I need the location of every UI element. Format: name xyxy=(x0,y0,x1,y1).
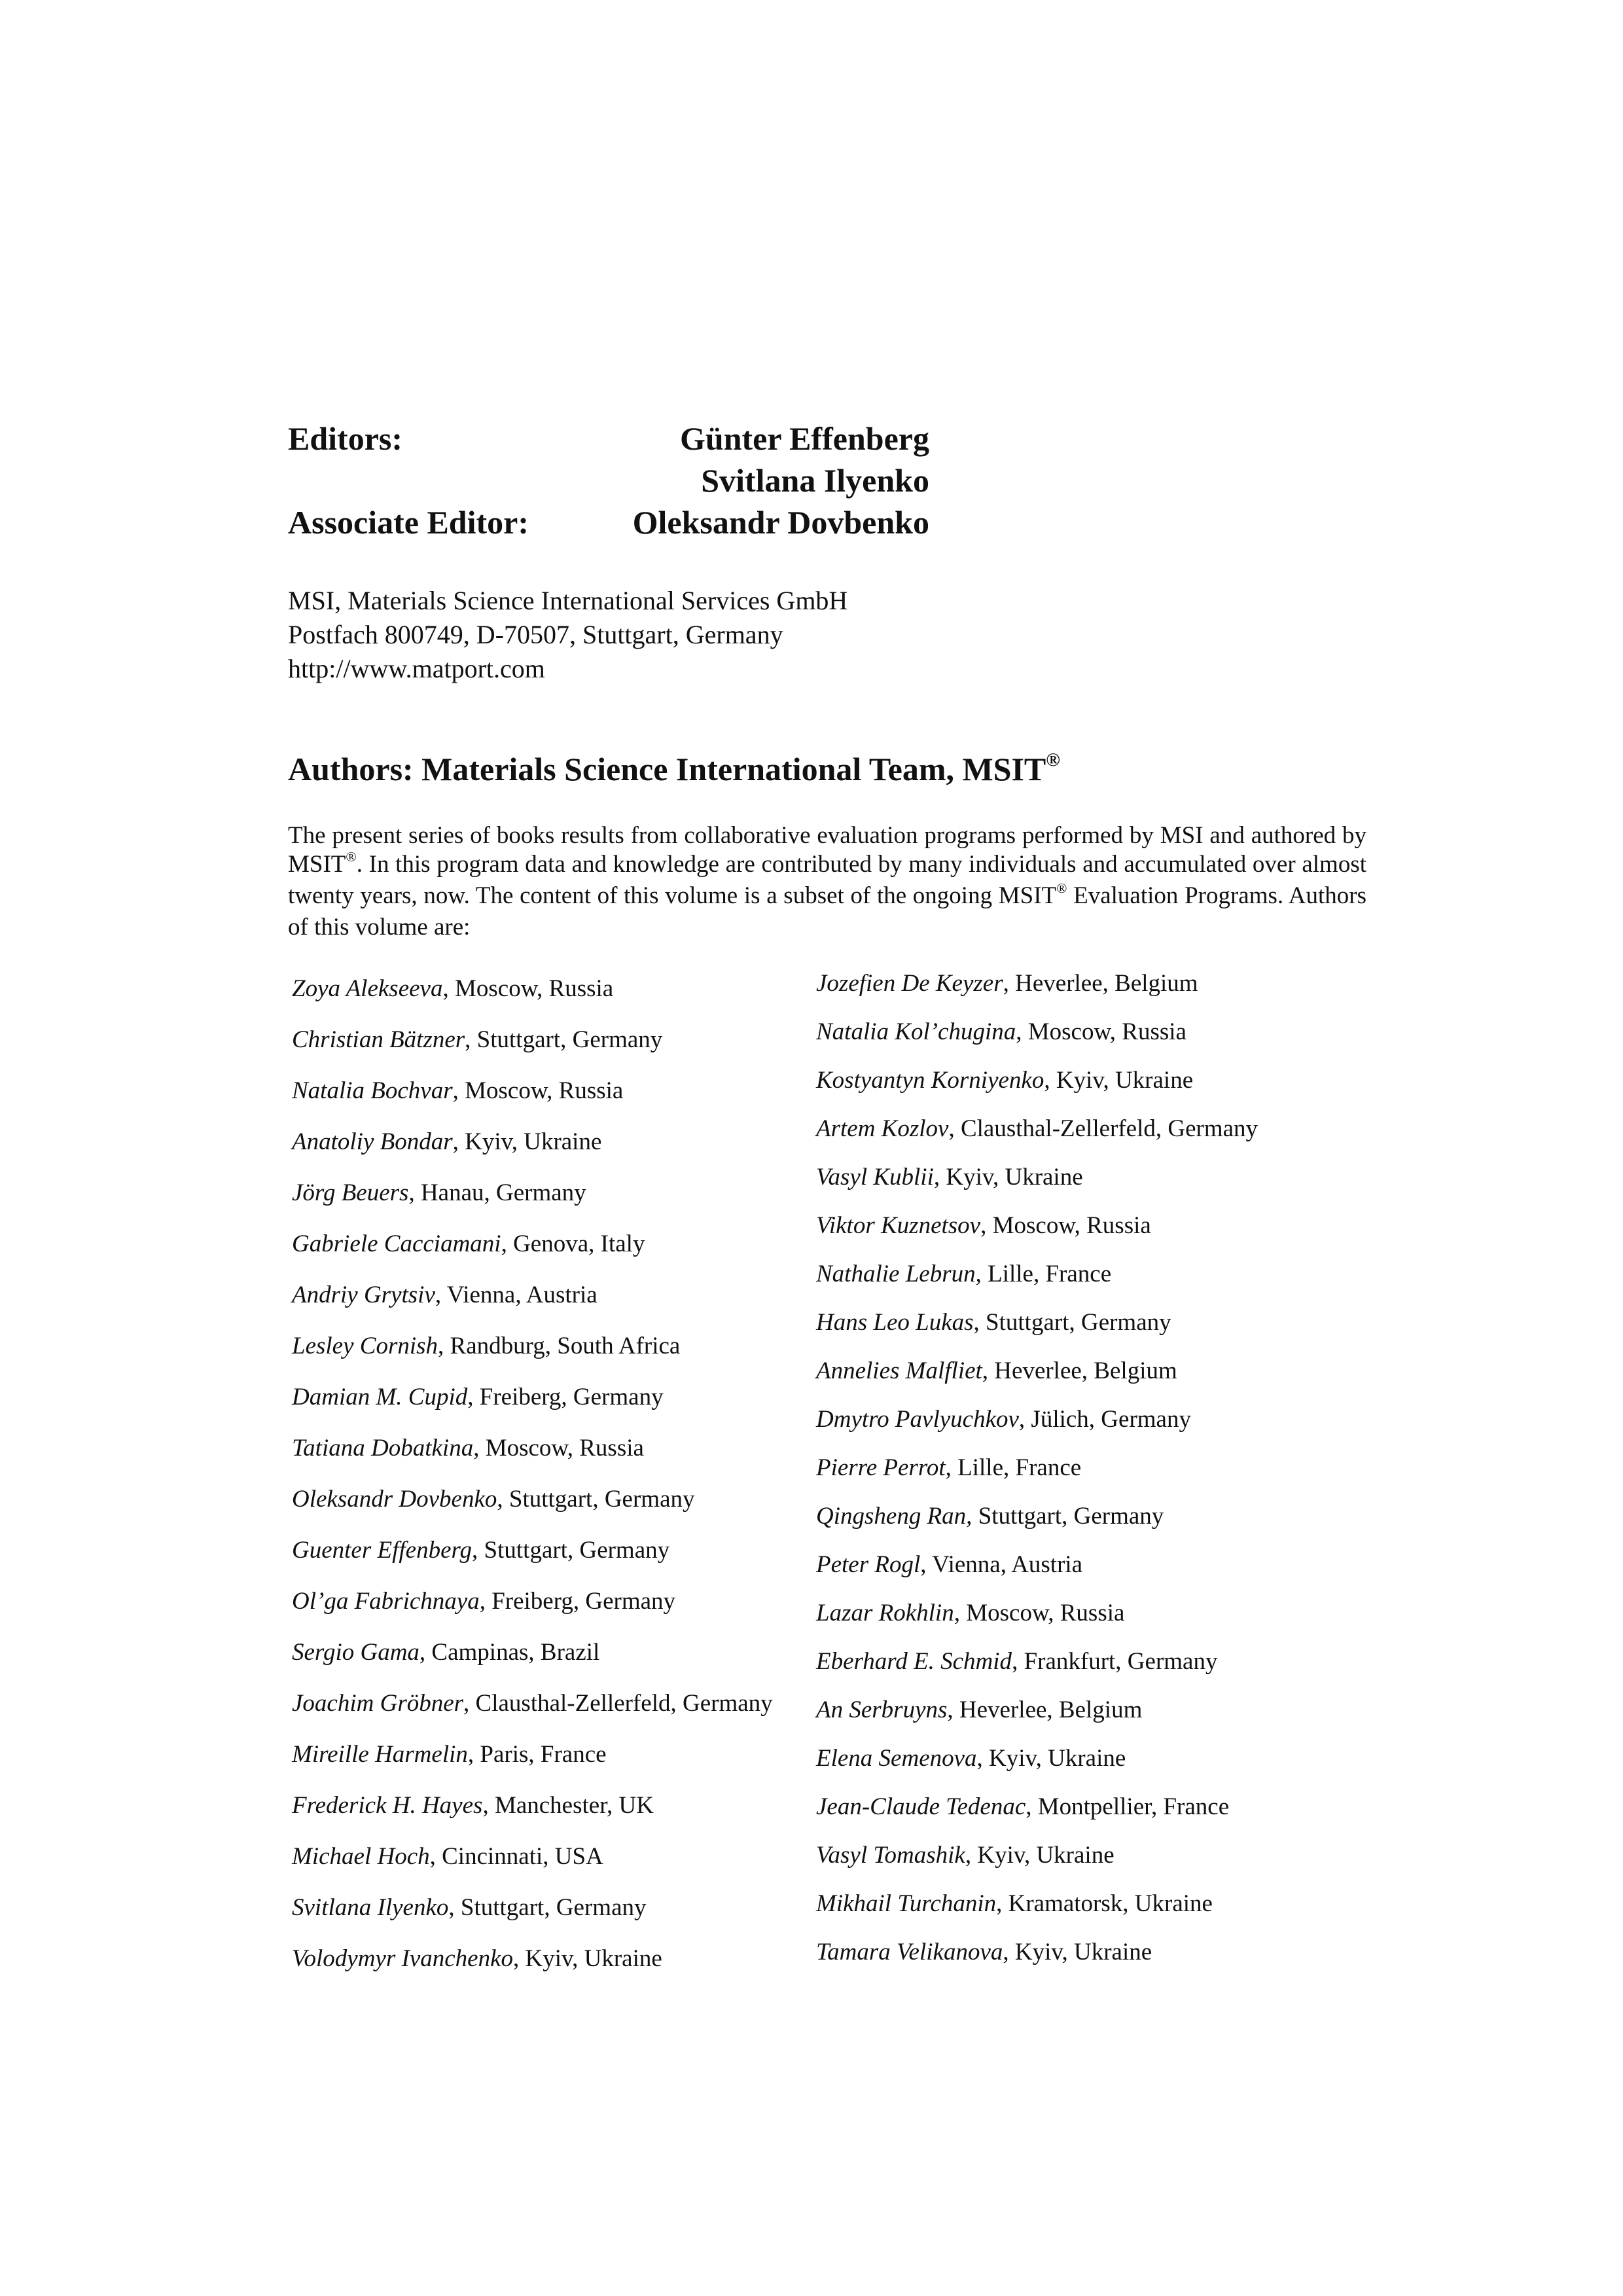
authors-heading xyxy=(288,749,1060,794)
author-entry xyxy=(292,1933,773,1984)
author-location: , Vienna, Austria xyxy=(435,1282,597,1308)
author-name: Natalia Kol’chugina xyxy=(816,1018,1016,1045)
registered-mark: ® xyxy=(346,848,357,865)
author-name: Qingsheng Ran, xyxy=(816,1503,972,1530)
author-entry xyxy=(292,1014,773,1066)
address-line: MSI, Materials Science International Services GmbH xyxy=(288,586,848,615)
author-location: , Lille, France xyxy=(945,1454,1082,1481)
author-entry xyxy=(816,1686,1258,1734)
author-location: , Lille, France xyxy=(975,1261,1112,1287)
authors-list-right xyxy=(816,960,1258,1977)
website-url: http://www.matport.com xyxy=(288,654,545,683)
author-name: Peter Rogl xyxy=(816,1551,921,1578)
author-entry xyxy=(292,1168,773,1219)
author-name: Damian M. Cupid xyxy=(292,1384,468,1410)
author-entry xyxy=(292,1627,773,1678)
author-entry xyxy=(816,1492,1258,1541)
registered-mark: ® xyxy=(1046,749,1060,771)
author-location: , Manchester, UK xyxy=(482,1792,654,1819)
intro-text: . In this program data and knowledge are contributed by many individuals and accumulated over almost twenty years, now. The content of this volume is a subset of the ongoing MSIT xyxy=(288,851,1366,909)
author-entry xyxy=(816,1928,1258,1977)
author-entry xyxy=(816,1153,1258,1202)
author-entry xyxy=(816,1056,1258,1105)
author-name: Guenter Effenberg xyxy=(292,1537,473,1564)
editor-name: Svitlana Ilyenko xyxy=(701,462,929,499)
author-location: , Campinas, Brazil xyxy=(419,1639,600,1666)
author-location: , Hanau, Germany xyxy=(408,1179,586,1206)
author-entry xyxy=(292,1474,773,1525)
author-location: , Stuttgart, Germany xyxy=(448,1894,647,1921)
author-entry xyxy=(816,1783,1258,1831)
author-entry xyxy=(816,1395,1258,1444)
editor-name: Günter Effenberg xyxy=(680,420,929,457)
author-name: Lazar Rokhlin xyxy=(816,1600,954,1626)
author-entry xyxy=(292,1219,773,1270)
author-entry xyxy=(292,1780,773,1831)
author-location: , Stuttgart, Germany xyxy=(497,1486,695,1513)
author-location: , Frankfurt, Germany xyxy=(1012,1648,1218,1675)
author-location: , Kyiv, Ukraine xyxy=(976,1745,1126,1772)
author-location: , Kyiv, Ukraine xyxy=(1044,1067,1194,1094)
author-location: , Kyiv, Ukraine xyxy=(452,1128,602,1155)
author-location: , Kyiv, Ukraine xyxy=(965,1842,1115,1869)
associate-editor-label: Associate Editor: xyxy=(288,504,529,541)
author-location: , Cincinnati, USA xyxy=(429,1843,603,1870)
author-entry xyxy=(292,963,773,1014)
author-name: Lesley Cornish xyxy=(292,1333,438,1359)
author-entry xyxy=(292,1525,773,1576)
author-location: , Clausthal-Zellerfeld, Germany xyxy=(463,1690,773,1717)
authors-list-left xyxy=(292,963,773,1984)
author-name: Eberhard E. Schmid xyxy=(816,1648,1012,1675)
author-name: Christian Bätzner xyxy=(292,1026,465,1053)
associate-editor-name: Oleksandr Dovbenko xyxy=(632,504,929,541)
author-name: Mireille Harmelin xyxy=(292,1741,468,1768)
author-entry xyxy=(816,1202,1258,1250)
author-location: , Paris, France xyxy=(467,1741,607,1768)
author-entry xyxy=(292,1270,773,1321)
author-location: , Clausthal-Zellerfeld, Germany xyxy=(948,1115,1258,1142)
author-location: , Moscow, Russia xyxy=(442,975,614,1002)
author-entry xyxy=(816,1105,1258,1153)
author-name: An Serbruyns xyxy=(816,1696,948,1723)
author-entry xyxy=(292,1678,773,1729)
author-name: Tatiana Dobatkina xyxy=(292,1435,474,1462)
author-entry xyxy=(816,1541,1258,1589)
author-entry xyxy=(816,1444,1258,1492)
author-name: Elena Semenova xyxy=(816,1745,977,1772)
author-location: , Moscow, Russia xyxy=(473,1435,644,1462)
author-name: Anatoliy Bondar xyxy=(292,1128,453,1155)
author-entry xyxy=(292,1117,773,1168)
author-entry xyxy=(292,1729,773,1780)
author-location: , Freiberg, Germany xyxy=(467,1384,664,1410)
author-entry xyxy=(816,1880,1258,1928)
author-entry xyxy=(292,1423,773,1474)
author-location: , Moscow, Russia xyxy=(452,1077,624,1104)
author-entry xyxy=(292,1066,773,1117)
author-entry xyxy=(816,1638,1258,1686)
author-name: Ol’ga Fabrichnaya xyxy=(292,1588,480,1615)
author-name: Vasyl Kublii xyxy=(816,1164,934,1191)
author-location: , Moscow, Russia xyxy=(954,1600,1125,1626)
author-entry xyxy=(816,1734,1258,1783)
author-name: Zoya Alekseeva xyxy=(292,975,443,1002)
author-name: Nathalie Lebrun xyxy=(816,1261,976,1287)
author-entry xyxy=(816,1589,1258,1638)
author-location: , Kyiv, Ukraine xyxy=(513,1945,662,1972)
author-location: , Moscow, Russia xyxy=(980,1212,1151,1239)
author-entry xyxy=(816,1299,1258,1347)
author-name: Mikhail Turchanin xyxy=(816,1890,997,1917)
author-location: , Vienna, Austria xyxy=(920,1551,1083,1578)
author-name: Vasyl Tomashik xyxy=(816,1842,965,1869)
author-name: Jean-Claude Tedenac xyxy=(816,1793,1026,1820)
editors-label: Editors: xyxy=(288,420,402,457)
author-name: Tamara Velikanova xyxy=(816,1939,1003,1965)
author-name: Volodymyr Ivanchenko xyxy=(292,1945,514,1972)
author-entry xyxy=(816,960,1258,1008)
author-entry xyxy=(816,1008,1258,1056)
author-location: , Randburg, South Africa xyxy=(438,1333,681,1359)
author-name: Dmytro Pavlyuchkov xyxy=(816,1406,1019,1433)
author-name: Frederick H. Hayes xyxy=(292,1792,483,1819)
author-location: , Heverlee, Belgium xyxy=(947,1696,1143,1723)
author-name: Joachim Gröbner xyxy=(292,1690,464,1717)
registered-mark: ® xyxy=(1056,880,1067,896)
author-name: Viktor Kuznetsov xyxy=(816,1212,981,1239)
author-location: , Kyiv, Ukraine xyxy=(933,1164,1083,1191)
author-name: Kostyantyn Korniyenko xyxy=(816,1067,1044,1094)
author-entry xyxy=(292,1576,773,1627)
author-name: Gabriele Cacciamani xyxy=(292,1230,501,1257)
author-location: , Stuttgart, Germany xyxy=(973,1309,1171,1336)
author-location: Stuttgart, Germany xyxy=(972,1503,1164,1530)
author-location: , Stuttgart, Germany xyxy=(465,1026,663,1053)
intro-text: The present series of books results from collaborative evaluation programs performed by MSI and authored by MSIT xyxy=(288,822,1366,878)
author-location: , Kramatorsk, Ukraine xyxy=(996,1890,1213,1917)
publisher-address xyxy=(288,584,847,686)
author-name: Sergio Gama xyxy=(292,1639,419,1666)
authors-heading-text: Authors: Materials Science International Team, MSIT xyxy=(288,751,1046,787)
address-line: Postfach 800749, D-70507, Stuttgart, Germany xyxy=(288,620,783,649)
author-name: Jozefien De Keyzer xyxy=(816,970,1003,997)
author-location: , Heverlee, Belgium xyxy=(982,1357,1177,1384)
author-location: , Stuttgart, Germany xyxy=(472,1537,670,1564)
author-entry xyxy=(816,1347,1258,1395)
author-name: Natalia Bochvar xyxy=(292,1077,453,1104)
author-entry xyxy=(292,1372,773,1423)
intro-paragraph xyxy=(288,821,1366,942)
author-entry xyxy=(816,1250,1258,1299)
author-name: Hans Leo Lukas xyxy=(816,1309,974,1336)
author-entry xyxy=(816,1831,1258,1880)
author-location: , Genova, Italy xyxy=(501,1230,645,1257)
author-name: Artem Kozlov xyxy=(816,1115,949,1142)
author-location: , Freiberg, Germany xyxy=(479,1588,676,1615)
author-location: , Jülich, Germany xyxy=(1018,1406,1191,1433)
author-name: Michael Hoch xyxy=(292,1843,430,1870)
author-entry xyxy=(292,1321,773,1372)
author-entry xyxy=(292,1831,773,1882)
intro-text: Evaluation Programs. Authors of this volume are: xyxy=(288,882,1366,941)
author-location: , Heverlee, Belgium xyxy=(1003,970,1198,997)
author-name: Svitlana Ilyenko xyxy=(292,1894,449,1921)
author-name: Jörg Beuers xyxy=(292,1179,409,1206)
author-entry xyxy=(292,1882,773,1933)
author-name: Pierre Perrot xyxy=(816,1454,946,1481)
author-name: Annelies Malfliet xyxy=(816,1357,982,1384)
author-name: Andriy Grytsiv xyxy=(292,1282,435,1308)
author-location: , Moscow, Russia xyxy=(1016,1018,1186,1045)
author-name: Oleksandr Dovbenko xyxy=(292,1486,497,1513)
author-location: , Kyiv, Ukraine xyxy=(1003,1939,1152,1965)
author-location: , Montpellier, France xyxy=(1026,1793,1230,1820)
